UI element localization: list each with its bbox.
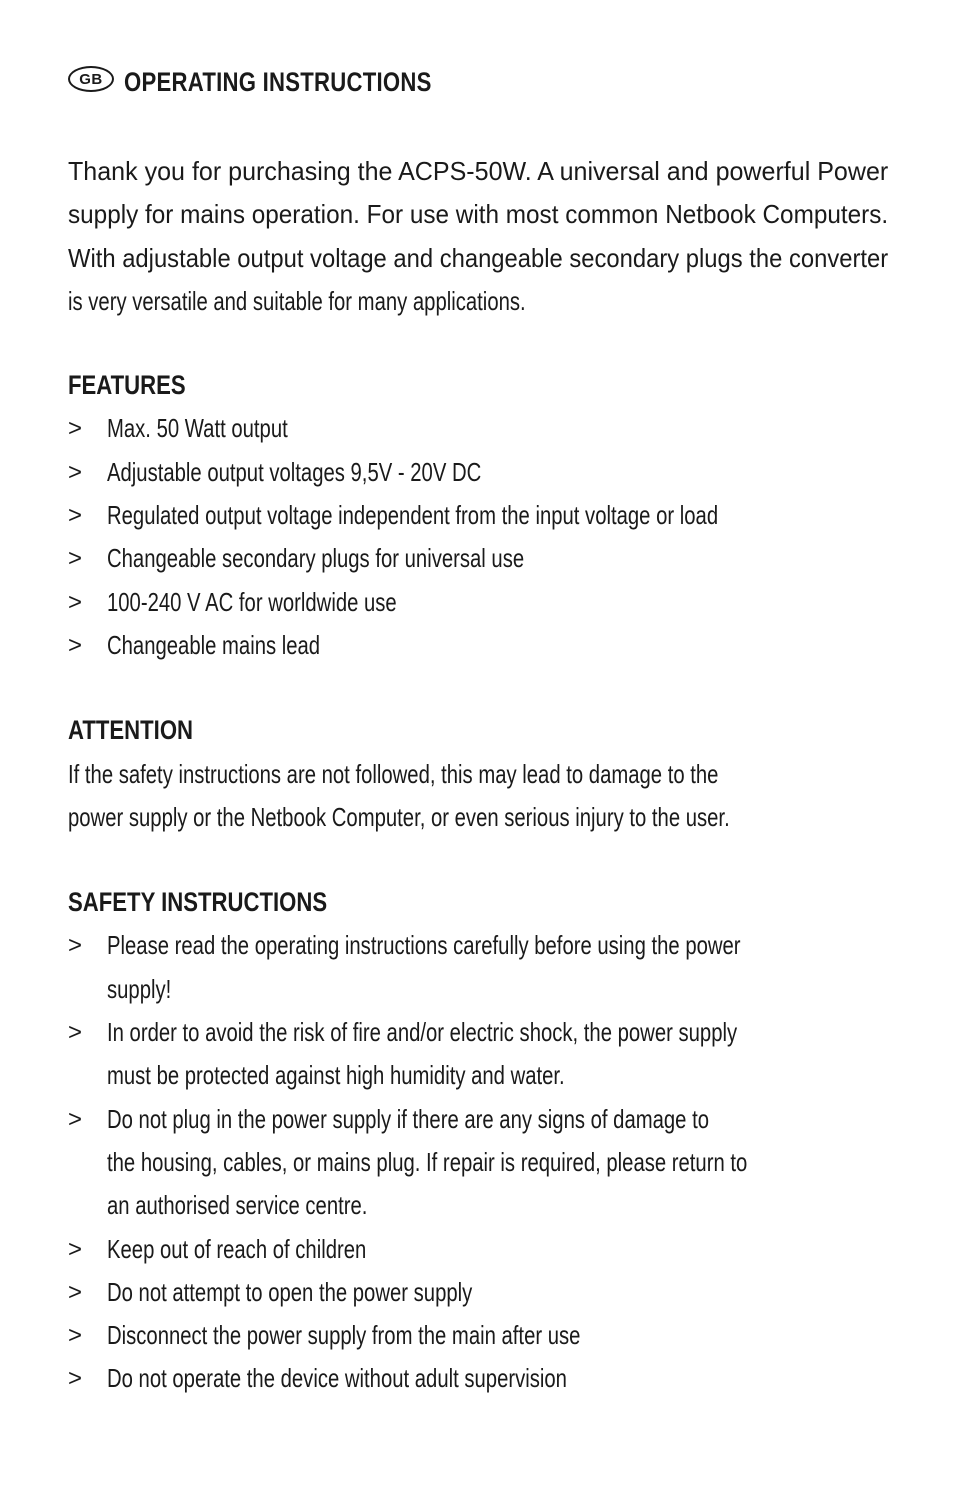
list-item [68,1314,888,1357]
list-item [68,1098,888,1228]
title-row [68,60,888,104]
language-badge: GB [68,66,114,92]
attention-heading: ATTENTION [68,715,194,746]
bullet-marker: > [68,458,83,486]
bullet-marker: > [68,415,83,443]
list-item [68,407,888,450]
list-item-line: the housing, cables, or mains plug. If repair is required, please return to [107,1146,748,1177]
list-item-line: Max. 50 Watt output [107,413,288,444]
list-item [68,451,888,494]
safety-heading: SAFETY INSTRUCTIONS [68,887,328,918]
list-item-line: Regulated output voltage independent from the input voltage or load [107,500,719,531]
bullet-marker: > [68,1235,83,1263]
bullet-marker: > [68,932,83,960]
list-item [68,1271,888,1314]
features-heading: FEATURES [68,370,186,401]
bullet-marker: > [68,1278,83,1306]
intro-line: With adjustable output voltage and changeable secondary plugs the converter [68,242,889,273]
safety-list [68,924,888,1400]
bullet-marker: > [68,1019,83,1047]
bullet-marker: > [68,1365,83,1393]
list-item [68,624,888,667]
attention-line: If the safety instructions are not followed, this may lead to damage to the [68,758,719,789]
list-item-line: Do not attempt to open the power supply [107,1276,473,1307]
list-item-line: supply! [107,973,172,1004]
attention-line: power supply or the Netbook Computer, or even serious injury to the user. [68,801,730,832]
list-item-line: an authorised service centre. [107,1190,368,1221]
list-item-line: Disconnect the power supply from the main after use [107,1320,581,1351]
attention-paragraph [68,753,888,840]
list-item-line: In order to avoid the risk of fire and/or electric shock, the power supply [107,1017,738,1048]
intro-line: Thank you for purchasing the ACPS-50W. A universal and powerful Power [68,156,889,186]
features-list [68,407,888,667]
list-item-line: Please read the operating instructions carefully before using the power [107,930,741,961]
bullet-marker: > [68,545,83,573]
list-item [68,1357,888,1400]
list-item-line: Adjustable output voltages 9,5V - 20V DC [107,456,482,487]
list-item [68,581,888,624]
list-item [68,1011,888,1098]
bullet-marker: > [68,631,83,659]
bullet-marker: > [68,1322,83,1350]
list-item-line: Do not plug in the power supply if there are any signs of damage to [107,1103,710,1134]
list-item-line: Do not operate the device without adult supervision [107,1363,567,1394]
list-item-line: Changeable secondary plugs for universal use [107,543,525,574]
list-item-line: Changeable mains lead [107,629,321,660]
intro-paragraph [68,150,888,323]
list-item-line: must be protected against high humidity and water. [107,1060,565,1091]
list-item [68,924,888,1011]
list-item-line: 100-240 V AC for worldwide use [107,586,397,617]
list-item [68,1228,888,1271]
bullet-marker: > [68,588,83,616]
intro-line: supply for mains operation. For use with most common Netbook Computers. [68,199,889,230]
page-title: OPERATING INSTRUCTIONS [124,66,432,97]
list-item [68,494,888,537]
bullet-marker: > [68,1105,83,1133]
list-item [68,537,888,580]
intro-line: is very versatile and suitable for many applications. [68,285,526,316]
bullet-marker: > [68,502,83,530]
list-item-line: Keep out of reach of children [107,1233,367,1264]
manual-page [68,60,888,1401]
